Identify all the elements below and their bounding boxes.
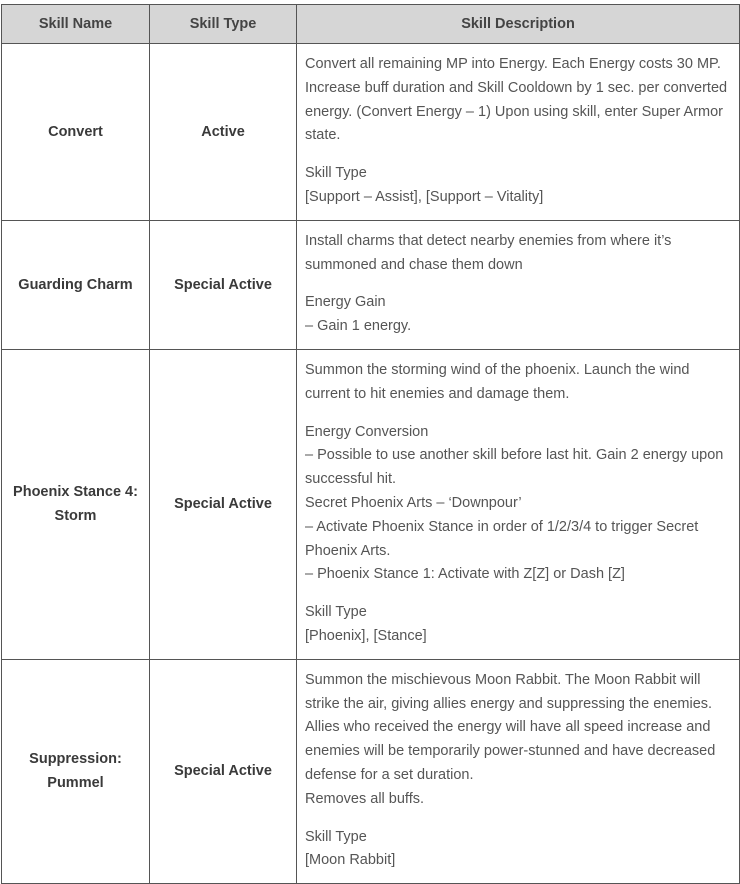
skill-name-cell: Convert [2,44,150,221]
table-row [2,220,740,349]
skill-name-cell: Suppression: Pummel [2,659,150,883]
skill-description-cell [297,220,740,349]
description-text: Removes all buffs. [305,790,425,807]
header-skill-description: Skill Description [297,5,740,44]
skill-description-cell [297,349,740,659]
description-text: – Gain 1 energy. [305,318,412,335]
description-text: Install charms that detect nearby enemies from where it’s summoned and chase them down [305,232,672,273]
skills-table [1,4,740,884]
description-text: Summon the storming wind of the phoenix. Launch the wind current to hit enemies and damage them. [305,361,690,402]
table-row [2,349,740,659]
description-subheading: Energy Conversion [305,423,429,440]
description-subheading: Energy Gain [305,294,386,311]
header-row [2,5,740,44]
description-subheading: Skill Type [305,604,367,621]
description-text: – Possible to use another skill before last hit. Gain 2 energy upon successful hit. [305,447,724,488]
skill-name-cell: Guarding Charm [2,220,150,349]
skill-type-cell: Special Active [150,349,297,659]
skill-type-cell: Special Active [150,659,297,883]
header-skill-name: Skill Name [2,5,150,44]
description-text: [Support – Assist], [Support – Vitality] [305,188,544,205]
skill-type-cell: Active [150,44,297,221]
header-skill-type: Skill Type [150,5,297,44]
skill-type-cell: Special Active [150,220,297,349]
description-subheading: Skill Type [305,165,367,182]
description-text: – Activate Phoenix Stance in order of 1/2/3/4 to trigger Secret Phoenix Arts. [305,518,699,559]
table-row [2,44,740,221]
table-row [2,659,740,883]
skill-description-cell [297,44,740,221]
description-subheading: Skill Type [305,828,367,845]
description-text: [Phoenix], [Stance] [305,627,427,644]
description-text: Summon the mischievous Moon Rabbit. The Moon Rabbit will strike the air, giving allies energy and suppressing the enemies. Allies who received the energy will have all speed increase and enemies will be temporarily power-stunned and have decreased defense for a set duration. [305,671,716,783]
description-subheading: Secret Phoenix Arts – ‘Downpour’ [305,494,522,511]
description-text: – Phoenix Stance 1: Activate with Z[Z] or Dash [Z] [305,566,625,583]
skill-description-cell [297,659,740,883]
skill-name-cell: Phoenix Stance 4: Storm [2,349,150,659]
description-text: [Moon Rabbit] [305,852,396,869]
description-text: Convert all remaining MP into Energy. Each Energy costs 30 MP. Increase buff duration and Skill Cooldown by 1 sec. per converted energy. (Convert Energy – 1) Upon using skill, enter Super Armor state. [305,56,728,144]
